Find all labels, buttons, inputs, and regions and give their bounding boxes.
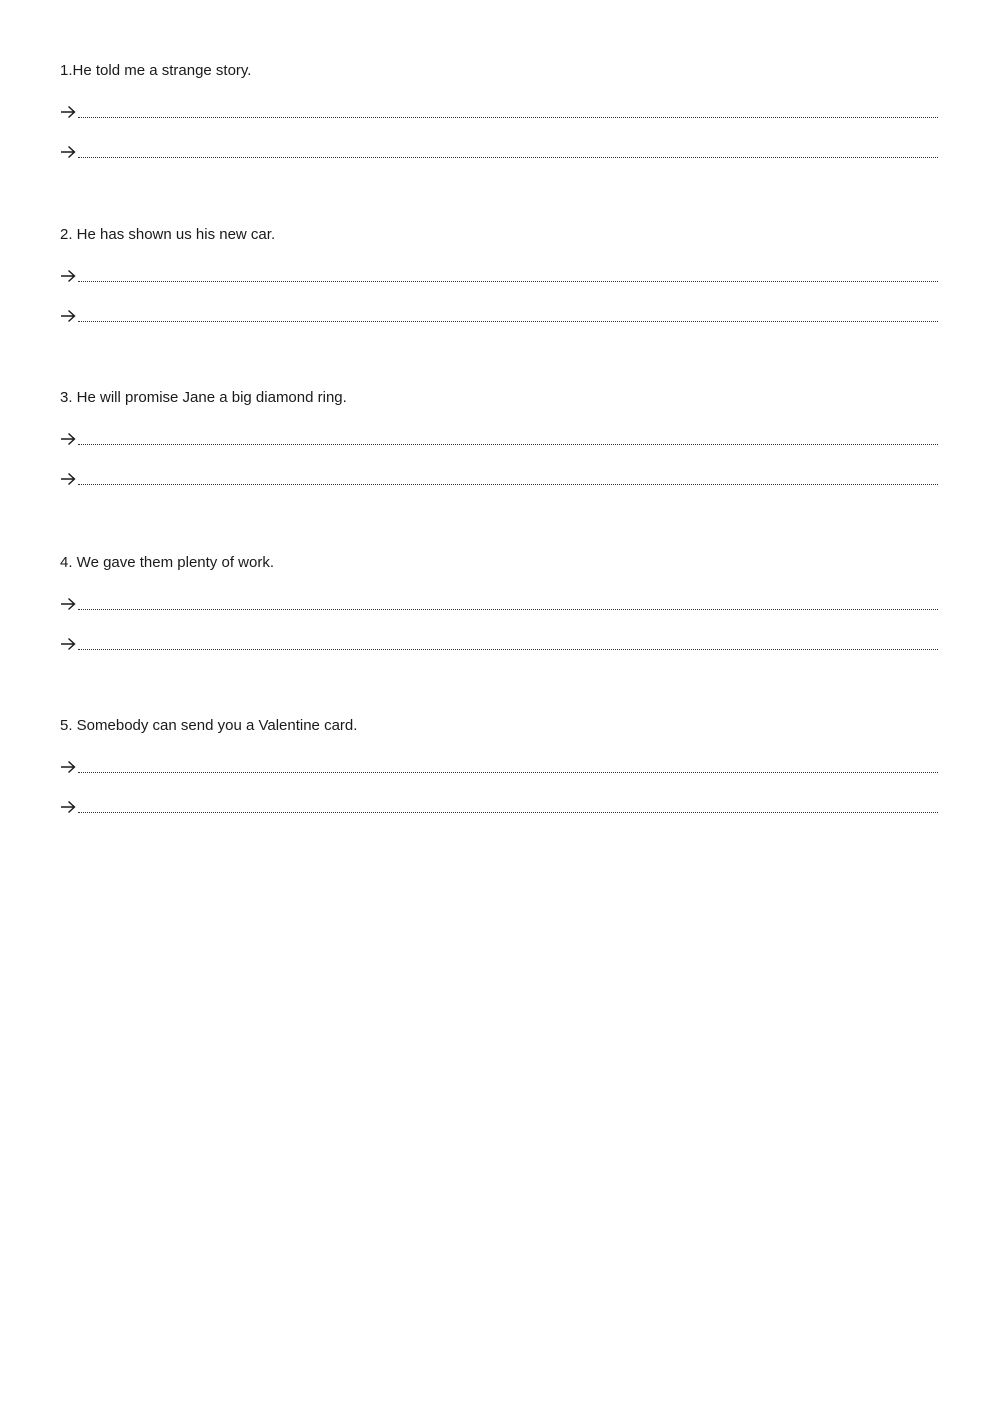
dotted-answer-rule [78,117,938,118]
dotted-answer-rule [78,484,938,485]
dotted-answer-rule [78,649,938,650]
right-arrow-icon [60,593,77,613]
right-arrow-icon [60,756,77,776]
question-1 [60,61,940,161]
answer-line [60,101,938,121]
dotted-answer-rule [78,609,938,610]
answer-line [60,141,938,161]
answer-input[interactable] [80,140,938,156]
answer-line [60,468,938,488]
answer-line [60,265,938,285]
question-5 [60,716,940,816]
answer-input[interactable] [80,427,938,443]
question-prompt: 4. We gave them plenty of work. [60,554,274,571]
question-prompt: 3. He will promise Jane a big diamond ring. [60,389,347,406]
dotted-answer-rule [78,157,938,158]
dotted-answer-rule [78,772,938,773]
answer-input[interactable] [80,632,938,648]
answer-line [60,633,938,653]
right-arrow-icon [60,796,77,816]
question-4 [60,553,940,653]
answer-input[interactable] [80,467,938,483]
question-2 [60,225,940,325]
right-arrow-icon [60,633,77,653]
answer-line [60,593,938,613]
answer-line [60,796,938,816]
question-prompt: 2. He has shown us his new car. [60,226,276,243]
right-arrow-icon [60,428,77,448]
answer-line [60,428,938,448]
dotted-answer-rule [78,444,938,445]
answer-line [60,756,938,776]
answer-input[interactable] [80,592,938,608]
right-arrow-icon [60,305,77,325]
question-prompt: 1.He told me a strange story. [60,62,252,79]
answer-input[interactable] [80,304,938,320]
right-arrow-icon [60,101,77,121]
dotted-answer-rule [78,281,938,282]
right-arrow-icon [60,468,77,488]
question-prompt: 5. Somebody can send you a Valentine card. [60,717,358,734]
answer-input[interactable] [80,264,938,280]
dotted-answer-rule [78,812,938,813]
question-3 [60,388,940,488]
dotted-answer-rule [78,321,938,322]
right-arrow-icon [60,141,77,161]
answer-input[interactable] [80,795,938,811]
right-arrow-icon [60,265,77,285]
answer-line [60,305,938,325]
answer-input[interactable] [80,755,938,771]
answer-input[interactable] [80,100,938,116]
